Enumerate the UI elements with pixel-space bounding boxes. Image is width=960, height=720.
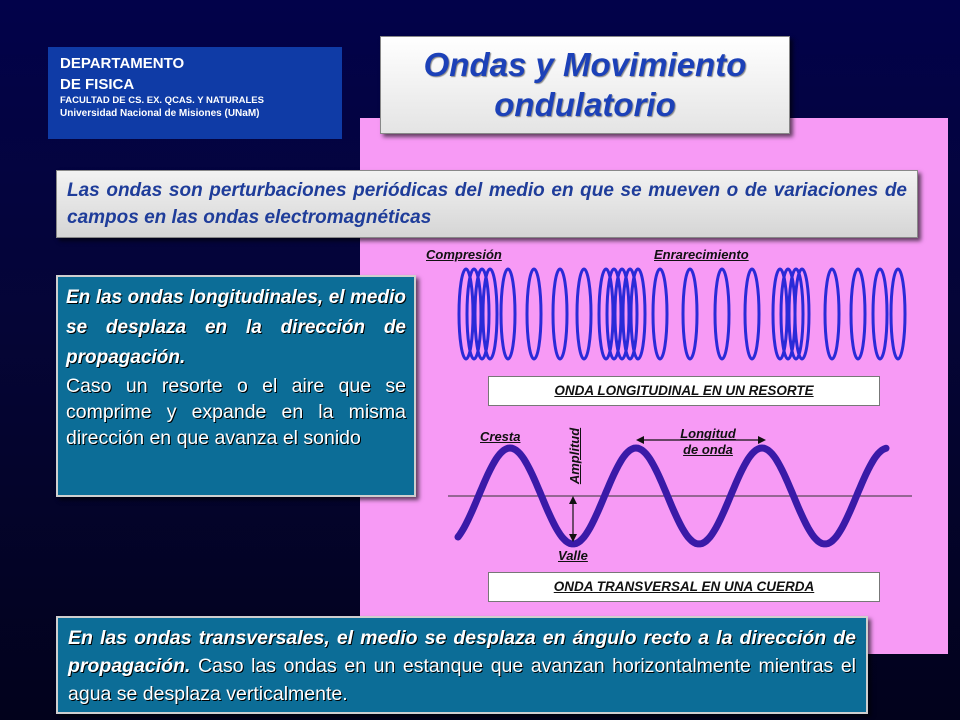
spring-coil — [683, 269, 697, 359]
title-line-2: ondulatorio — [494, 86, 676, 123]
university-name: Universidad Nacional de Misiones (UNaM) — [60, 108, 260, 119]
amplitude-arrow — [569, 496, 577, 542]
transversal-text-box — [56, 616, 868, 714]
spring-coils — [459, 269, 905, 359]
spring-coil — [553, 269, 567, 359]
longitudinal-definition: En las ondas longitudinales, el medio se desplaza en la dirección de propagación. — [66, 287, 406, 368]
faculty-name: FACULTAD DE CS. EX. QCAS. Y NATURALES — [60, 95, 264, 106]
amplitude-label: Amplitud — [567, 427, 582, 485]
spring-coil — [501, 269, 515, 359]
spring-coil — [527, 269, 541, 359]
spring-coil — [745, 269, 759, 359]
transversal-definition: En las ondas transversales, el medio se desplaza en ángulo recto a la dirección de propagación. — [68, 627, 856, 677]
spring-coil — [577, 269, 591, 359]
wavelength-label-line-1: Longitud — [680, 426, 736, 441]
spring-coil — [851, 269, 865, 359]
spring-coil — [653, 269, 667, 359]
crest-label: Cresta — [480, 429, 521, 444]
intro-text: Las ondas son perturbaciones periódicas del medio en que se mueven o de variaciones de campos en las ondas electromagnéticas — [56, 170, 918, 238]
longitudinal-example: Caso un resorte o el aire que se comprime y expande en la misma dirección en que avanza el sonido — [66, 375, 406, 449]
wavelength-label — [668, 426, 748, 458]
spring-coil — [891, 269, 905, 359]
transverse-wave-caption: ONDA TRANSVERSAL EN UNA CUERDA — [488, 572, 880, 602]
spring-coil — [873, 269, 887, 359]
title-line-1: Ondas y Movimiento — [423, 46, 747, 83]
department-subject: DE FISICA — [60, 76, 135, 93]
transversal-example: Caso las ondas en un estanque que avanzan horizontalmente mientras el agua se desplaza verticalmente. — [68, 655, 856, 705]
trough-label: Valle — [558, 548, 588, 563]
longitudinal-wave-caption: ONDA LONGITUDINAL EN UN RESORTE — [488, 376, 880, 406]
compression-label: Compresión — [426, 247, 502, 262]
spring-coil — [825, 269, 839, 359]
department-name: DEPARTAMENTO — [60, 55, 185, 72]
rarefaction-label: Enrarecimiento — [654, 247, 749, 262]
spring-coil — [715, 269, 729, 359]
wavelength-label-line-2: de onda — [683, 442, 733, 457]
